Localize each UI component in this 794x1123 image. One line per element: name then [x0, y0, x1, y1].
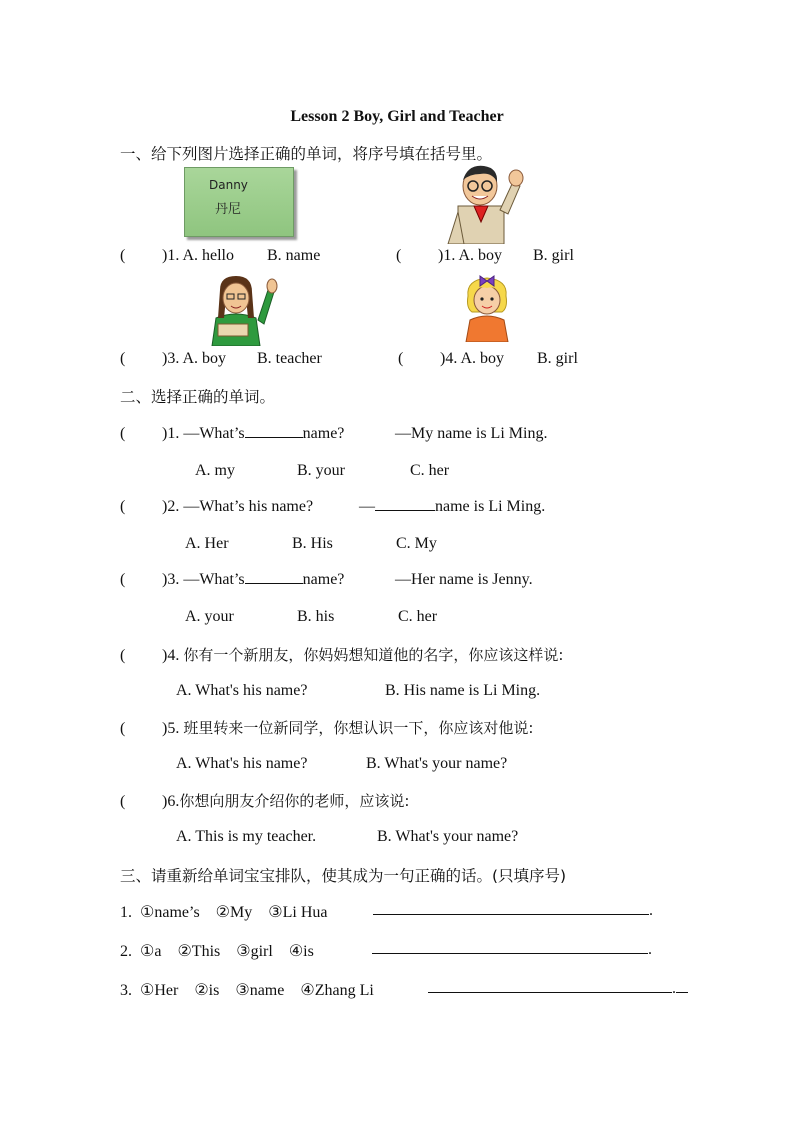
p2-q5-option-a: A. What's his name?: [176, 755, 308, 772]
p2-q3-option-a: A. your: [185, 608, 234, 625]
boy-picture: [440, 162, 530, 244]
page-title: Lesson 2 Boy, Girl and Teacher: [290, 108, 504, 125]
p3-s1-answer-line[interactable]: .: [373, 902, 653, 920]
card-chinese: 丹尼: [215, 202, 242, 217]
p1-item-1: ( )1. A. hello: [120, 247, 234, 264]
p2-q3-option-b: B. his: [297, 608, 335, 625]
p1-item-2-option-b: B. girl: [533, 247, 574, 264]
p2-q2-answer: — name is Li Ming.: [359, 498, 546, 515]
p2-question-4: ( )4. 你有一个新朋友，你妈妈想知道他的名字，你应该这样说:: [120, 646, 564, 664]
answer-blank: [375, 498, 435, 511]
section-2-heading: 二、选择正确的单词。: [120, 388, 276, 406]
p3-sentence-2: 2. ①a ②This ③girl ④is: [120, 943, 314, 960]
p2-q6-option-b: B. What's your name?: [377, 828, 519, 845]
p2-q5-option-b: B. What's your name?: [366, 755, 508, 772]
name-card-image: [184, 167, 294, 237]
p3-sentence-3: 3. ①Her ②is ③name ④Zhang Li: [120, 982, 374, 999]
girl-picture: [462, 274, 512, 342]
p1-item-4: ( )4. A. boy: [398, 350, 505, 367]
p3-s3-answer-line[interactable]: .: [428, 980, 688, 998]
p2-q4-option-a: A. What's his name?: [176, 682, 308, 699]
p2-q1-option-a: A. my: [195, 462, 235, 479]
p2-question-2: ( )2. —What’s his name?: [120, 498, 314, 515]
p2-q1-option-c: C. her: [410, 462, 450, 479]
p2-question-6: ( )6.你想向朋友介绍你的老师，应该说:: [120, 792, 410, 810]
section-3-heading: 三、请重新给单词宝宝排队，使其成为一句正确的话。(只填序号): [120, 867, 567, 885]
p1-item-3-option-b: B. teacher: [257, 350, 322, 367]
p2-q2-option-a: A. Her: [185, 535, 229, 552]
p2-question-3: ( )3. —What’s name?: [120, 571, 345, 588]
p2-question-5: ( )5. 班里转来一位新同学，你想认识一下，你应该对他说:: [120, 719, 534, 737]
p1-item-3: ( )3. A. boy: [120, 350, 227, 367]
teacher-picture: [206, 274, 282, 346]
p2-q2-option-b: B. His: [292, 535, 333, 552]
card-english: Danny: [209, 178, 248, 192]
p2-question-1: ( )1. —What’s name?: [120, 425, 345, 442]
answer-blank: [245, 425, 303, 438]
p1-item-2: ( )1. A. boy: [396, 247, 503, 264]
p1-item-4-option-b: B. girl: [537, 350, 578, 367]
answer-blank: [245, 571, 303, 584]
section-1-heading: 一、给下列图片选择正确的单词，将序号填在括号里。: [120, 145, 493, 163]
p2-q3-answer: —Her name is Jenny.: [395, 571, 533, 588]
p1-item-1-option-b: B. name: [267, 247, 321, 264]
p3-sentence-1: 1. ①name’s ②My ③Li Hua: [120, 904, 328, 921]
p2-q2-option-c: C. My: [396, 535, 437, 552]
p3-s2-answer-line[interactable]: .: [372, 941, 652, 959]
p2-q1-option-b: B. your: [297, 462, 345, 479]
p2-q4-option-b: B. His name is Li Ming.: [385, 682, 541, 699]
p2-q1-answer: —My name is Li Ming.: [395, 425, 548, 442]
p2-q6-option-a: A. This is my teacher.: [176, 828, 317, 845]
p2-q3-option-c: C. her: [398, 608, 438, 625]
